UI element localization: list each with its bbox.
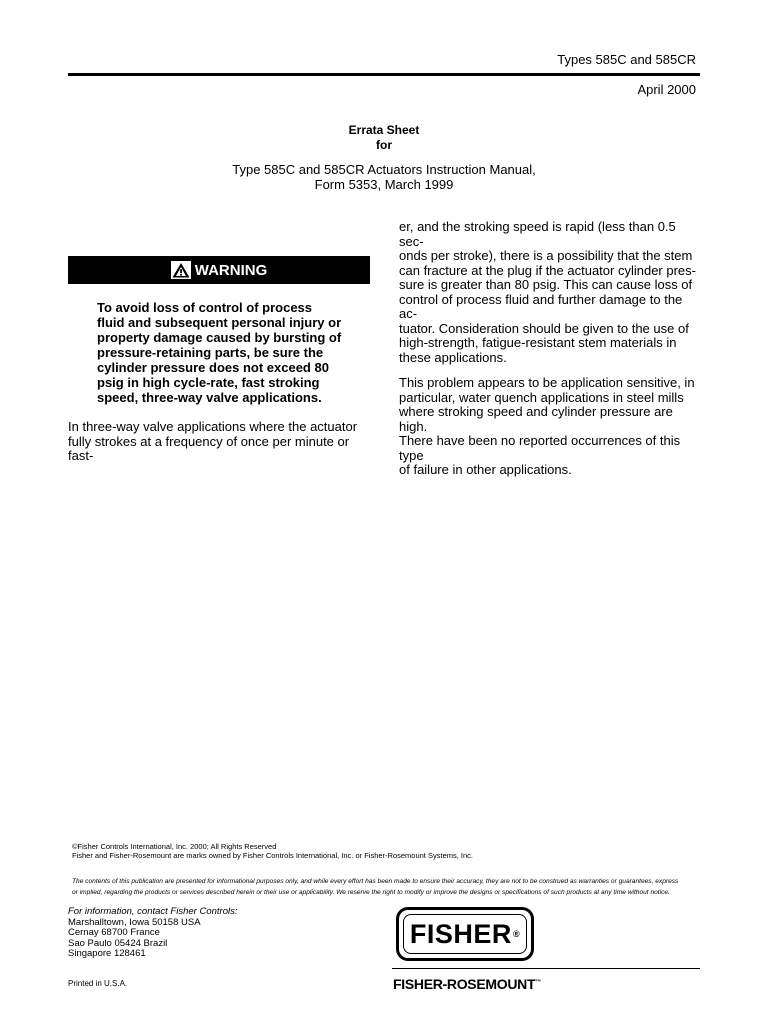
footer-rule	[392, 968, 700, 969]
copyright-line-1: ©Fisher Controls International, Inc. 2000; All Rights Reserved	[72, 842, 277, 851]
document-type: Types 585C and 585CR	[557, 52, 696, 67]
body-line: high-strength, fatigue-resistant stem materials in	[399, 335, 677, 350]
warning-line: fluid and subsequent personal injury or	[97, 315, 342, 330]
body-paragraph-right-2	[399, 376, 701, 478]
warning-line: To avoid loss of control of process	[97, 300, 313, 315]
body-line: This problem appears to be application sensitive, in	[399, 375, 695, 390]
subtitle	[0, 162, 768, 192]
body-line: fully strokes at a frequency of once per minute or fast-	[68, 433, 350, 463]
warning-triangle-icon	[171, 261, 191, 279]
fisher-logo-text: FISHER	[409, 918, 512, 949]
body-line: onds per stroke), there is a possibility that the stem	[399, 248, 693, 263]
warning-text	[97, 300, 359, 405]
disclaimer	[72, 876, 702, 898]
warning-line: speed, three-way valve applications.	[97, 390, 322, 405]
fisher-logo	[396, 907, 534, 961]
disclaimer-line-1: The contents of this publication are presented for informational purposes only, and while every effort has been made to ensure their accuracy, they are not to be construed as warranties or guarantees, express	[72, 878, 679, 885]
copyright-line-2: Fisher and Fisher-Rosemount are marks owned by Fisher Controls International, Inc. or Fisher-Rosemount Systems, Inc.	[72, 851, 473, 860]
body-line: sure is greater than 80 psig. This can cause loss of	[399, 277, 693, 292]
body-line: can fracture at the plug if the actuator cylinder pres-	[399, 262, 696, 278]
contact-line: Sao Paulo 05424 Brazil	[68, 937, 168, 949]
warning-line: psig in high cycle-rate, fast stroking	[97, 375, 320, 390]
title-for: for	[376, 138, 392, 152]
document-date: April 2000	[637, 82, 696, 97]
warning-banner	[68, 256, 370, 284]
copyright-notice	[72, 842, 473, 860]
contact-line: Cernay 68700 France	[68, 927, 160, 938]
warning-label: WARNING	[194, 261, 268, 279]
body-line: control of process fluid and further damage to the ac-	[399, 291, 683, 321]
disclaimer-line-2: or implied, regarding the products or services described herein or their use or applicability. We reserve the right to modify or improve the designs or specifications of such products at any time without notice.	[72, 889, 670, 896]
contact-info	[68, 907, 237, 960]
registered-mark: ®	[512, 929, 521, 939]
subtitle-line-1: Type 585C and 585CR Actuators Instruction Manual,	[232, 162, 536, 177]
brand-text: FISHER-ROSEMOUNT	[393, 976, 536, 992]
contact-line: Marshalltown, Iowa 50158 USA	[68, 916, 201, 928]
warning-line: pressure-retaining parts, be sure the	[97, 345, 324, 360]
body-line: these applications.	[399, 349, 507, 365]
title-block	[0, 123, 768, 192]
warning-line: property damage caused by bursting of	[97, 330, 342, 345]
contact-line: Singapore 128461	[68, 948, 146, 959]
trademark-mark: ™	[535, 979, 541, 986]
fisher-logo-frame	[403, 914, 527, 954]
printed-in: Printed in U.S.A.	[68, 979, 128, 988]
body-line: of failure in other applications.	[399, 462, 572, 477]
body-line: tuator. Consideration should be given to the use of	[399, 320, 689, 336]
fisher-rosemount-brand	[393, 976, 541, 992]
body-paragraph-left	[68, 420, 368, 464]
body-line: particular, water quench applications in steel mills	[399, 389, 684, 405]
body-line: In three-way valve applications where the actuator	[68, 419, 358, 434]
subtitle-line-2: Form 5353, March 1999	[314, 177, 454, 192]
body-paragraph-right-1	[399, 220, 701, 365]
body-line: where stroking speed and cylinder pressure are high.	[399, 404, 673, 434]
contact-heading: For information, contact Fisher Controls:	[68, 906, 238, 917]
body-line: There have been no reported occurrences of this type	[399, 433, 681, 463]
header-rule	[68, 73, 700, 76]
warning-line: cylinder pressure does not exceed 80	[97, 360, 329, 375]
body-line: er, and the stroking speed is rapid (less than 0.5 sec-	[399, 219, 676, 249]
title-errata-sheet: Errata Sheet	[348, 123, 420, 137]
